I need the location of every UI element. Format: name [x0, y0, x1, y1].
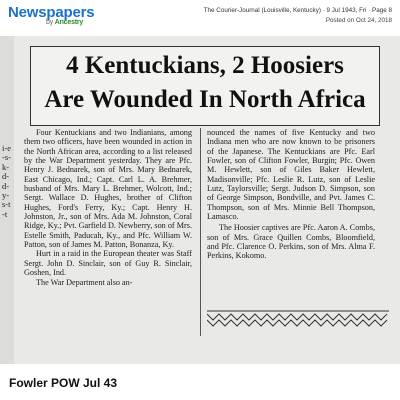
article-paragraph: nounced the names of five Kentucky and two Indiana men who are now known to be prisoners of the Japanese. The Kentuckians are Pfc. Earl Fowler, son of Clifton Fowler, Burgin; Pfc. Owen M. Hewlett, son of Giles Baker Hewlett, Madisonville; Pfc. Leslie R. Lutz, son of Leslie Lutz, Taylorsville; Sergt. Judson D. Simpson, son of George Simpson, Bondville, and Pvt. James C. Thompson, son of Mrs. Minnie Bell Thompson, Lamasco. [207, 128, 375, 222]
article-paragraph: Hurt in a raid in the European theater was Staff Sergt. John D. Sinclair, son of Guy R. Sinclair, Goshen, Ind. [24, 249, 192, 278]
logo-byline [46, 19, 83, 26]
headline-box [30, 46, 380, 126]
logo-text: Newspapers [8, 4, 95, 21]
publication-info: The Courier-Journal (Louisville, Kentucky) · 9 Jul 1943, Fri · Page 8 [203, 7, 392, 14]
article-left-column [24, 128, 192, 287]
column-divider [200, 128, 201, 336]
headline-line-1: 4 Kentuckians, 2 Hoosiers [66, 52, 344, 79]
decorative-rule [207, 310, 389, 328]
headline-line-2: Are Wounded In North Africa [44, 86, 366, 113]
publication-info-block [204, 7, 392, 24]
adjacent-column-edge [0, 36, 14, 364]
logo-brand: Ancestry [54, 19, 84, 26]
newspaper-clipping [0, 36, 400, 364]
edge-letters: i-e-s-k-d-d-y-s-t-t [2, 143, 11, 219]
posted-date: Posted on Oct 24, 2018 [325, 17, 392, 24]
article-paragraph: Four Kentuckians and two Indianians, among them two officers, have been wounded in action in the North African area, according to a list released by the War Department yesterday. They are Pfc. Henry J. Bednarek, son of Mrs. Mary Bednarek, East Chicago, Ind.; Capt. Carl L. A. Brehmer, husband of Mrs. Mary L. Brehmer, Wolcott, Ind.; Sergt. Wallace D. Hughes, brother of Clifton Hughes, Ford's Ferry, Ky.; Capt. Henry H. Johnston, Jr., son of Mrs. Ada M. Johnston, Coral Ridge, Ky.; Pvt. Garfield D. Newberry, son of Mrs. Estelle Smith, Paducah, Ky., and Pfc. William W. Patton, son of James M. Patton, Bonanza, Ky. [24, 128, 192, 250]
article-paragraph: The Hoosier captives are Pfc. Aaron A. Combs, son of Mrs. Grace Quillen Combs, Bloomfield, and Pfc. Clarence O. Perkins, son of Mrs. Alma F. Perkins, Kokomo. [207, 223, 375, 261]
newspapers-logo[interactable] [8, 4, 95, 26]
article-paragraph: The War Department also an- [36, 277, 133, 287]
clipping-caption: Fowler POW Jul 43 [9, 376, 118, 390]
logo-by: by [46, 19, 53, 26]
article-right-column [207, 128, 375, 261]
clipping-header [0, 0, 400, 36]
